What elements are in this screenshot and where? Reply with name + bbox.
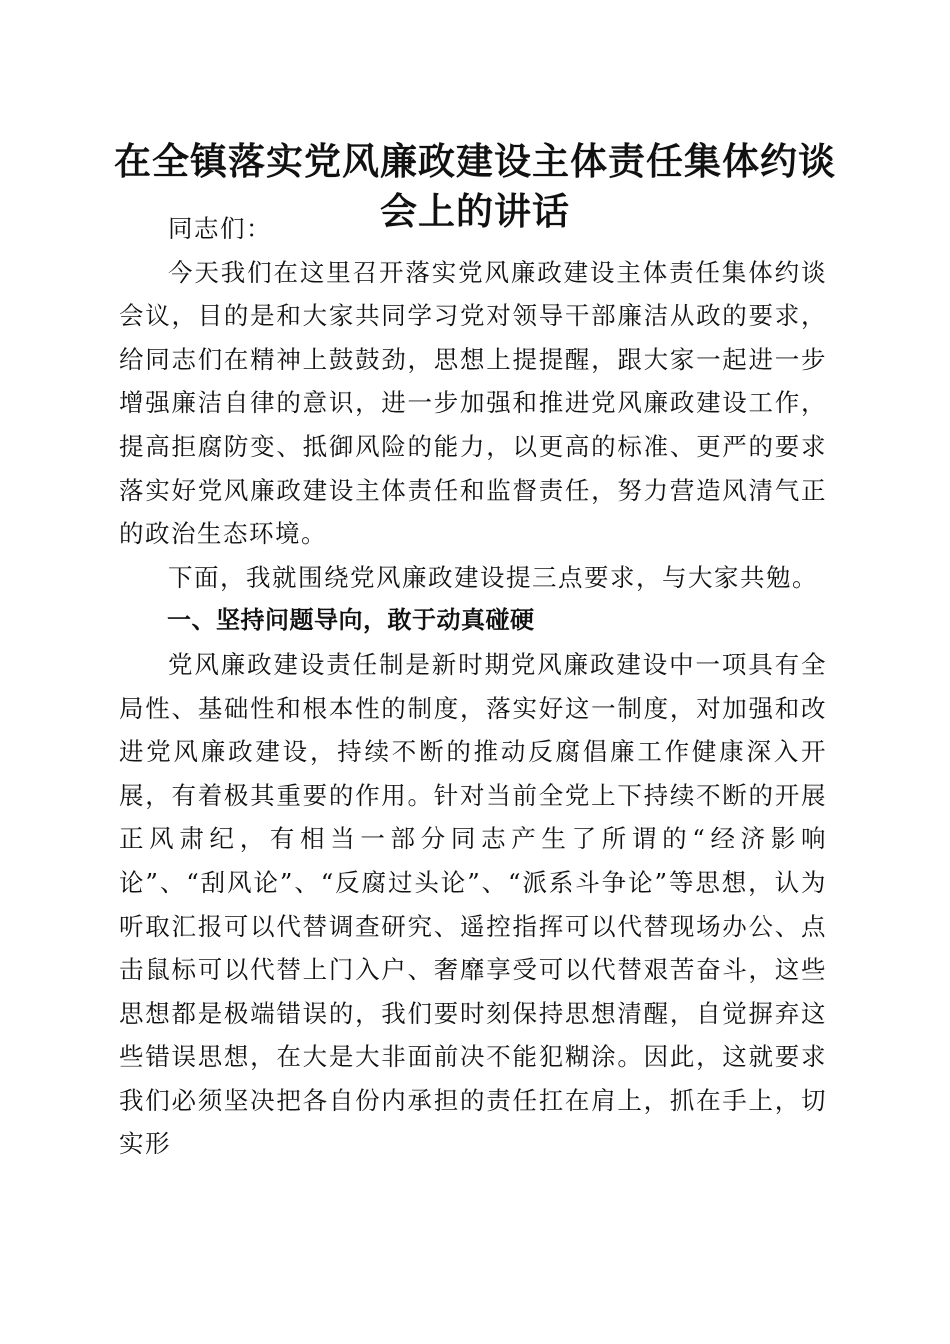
paragraph-intro: 今天我们在这里召开落实党风廉政建设主体责任集体约谈会议，目的是和大家共同学习党对领导干部廉洁从政的要求，给同志们在精神上鼓鼓劲，思想上提提醒，跟大家一起进一步增强廉洁自律的意识，进一步加强和推进党风廉政建设工作，提高拒腐防变、抵御风险的能力，以更高的标准、更严的要求落实好党风廉政建设主体责任和监督责任，努力营造风清气正的政治生态环境。 xyxy=(119,257,827,549)
paragraph-section-1: 党风廉政建设责任制是新时期党风廉政建设中一项具有全局性、基础性和根本性的制度，落实好这一制度，对加强和改进党风廉政建设，持续不断的推动反腐倡廉工作健康深入开展，有着极其重要的作用。针对当前全党上下持续不断的开展正风肃纪，有相当一部分同志产生了所谓的“经济影响论”、“刮风论”、“反腐过头论”、“派系斗争论”等思想，认为听取汇报可以代替调查研究、遥控指挥可以代替现场办公、点击鼠标可以代替上门入户、奢靡享受可以代替艰苦奋斗，这些思想都是极端错误的，我们要时刻保持思想清醒，自觉摒弃这些错误思想，在大是大非面前决不能犯糊涂。因此，这就要求我们必须坚决把各自份内承担的责任扛在肩上，抓在手上，切实形 xyxy=(119,649,827,1159)
document-body xyxy=(119,207,827,1166)
document-title: 在全镇落实党风廉政建设主体责任集体约谈会上的讲话 xyxy=(114,139,836,233)
section-heading-1: 一、坚持问题导向，敢于动真碰硬 xyxy=(167,606,535,635)
paragraph-transition: 下面，我就围绕党风廉政建设提三点要求，与大家共勉。 xyxy=(168,562,818,592)
salutation: 同志们： xyxy=(168,214,272,243)
